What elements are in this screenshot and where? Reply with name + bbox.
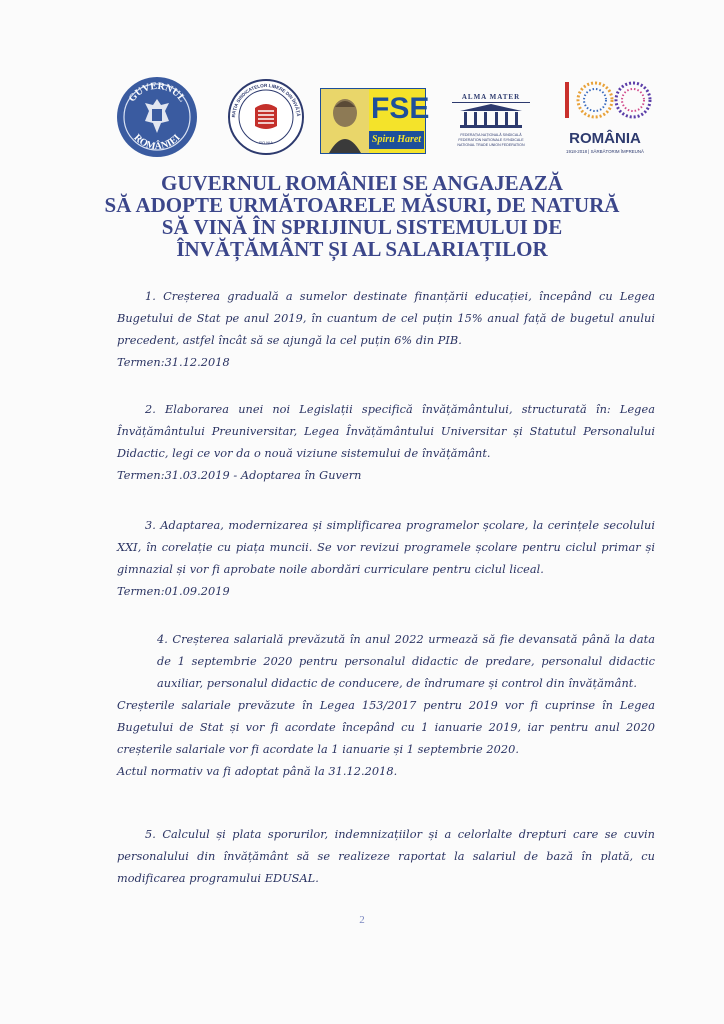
title-line-4: ÎNVĂȚĂMÂNT ȘI AL SALARIAȚILOR	[176, 237, 548, 261]
alma-mater-title: ALMA MATER	[452, 92, 530, 103]
logo-strip	[0, 70, 724, 165]
item-2-text: 2. Elaborarea unei noi Legislații specifică învățământului, structurată în: Legea Învățământului Preuniversitar, Legea Învățământului Universitar și Statutul Personalului Didactic, legi ce vor da o nouă viziune sistemului de învățământ.	[117, 403, 655, 460]
item-1-text: 1. Creșterea graduală a sumelor destinate finanțării educației, începând cu Legea Bugetului de Stat pe anul 2019, în cuantum de cel puțin 15% anual față de bugetul anului precedent, astfel încât să se ajungă la cel puțin 6% din PIB.	[117, 290, 655, 347]
title-line-3: SĂ VINĂ ÎN SPRIJINUL SISTEMULUI DE	[161, 215, 563, 239]
alma-mater-logo	[452, 92, 530, 154]
alma-mater-line-2: FEDERATION NATIONALE SYNDICALE	[458, 138, 524, 142]
alma-mater-line-3: NATIONAL TRADE UNION FEDERATION	[457, 143, 525, 147]
temple-icon	[452, 103, 530, 129]
fse-subtitle: Spiru Haret	[369, 131, 424, 149]
item-1	[117, 286, 655, 374]
portrait-icon	[321, 89, 369, 153]
centenary-icon	[553, 76, 657, 126]
fse-spiru-haret-logo	[320, 88, 430, 154]
alma-mater-line-1: FEDERAȚIA NAȚIONALĂ SINDICALĂ	[460, 133, 522, 137]
item-4-text: 4. Creșterea salarială prevăzută în anul 2022 urmează să fie devansată până la data de 1 septembrie 2020 pentru personalul didactic de predare, personalul didactic auxiliar, personalul didactic de conducere, de îndrumare și control din învățământ.	[157, 633, 655, 690]
romania-subtitle: 1918-2018 | SĂRBĂTORIM ÎMPREUNĂ	[566, 149, 644, 154]
item-3	[117, 515, 655, 603]
guvernul-top-text: GUVERNUL	[126, 80, 188, 105]
romania-100-logo	[553, 76, 657, 160]
item-1-term: Termen:31.12.2018	[117, 356, 230, 369]
page-number: 2	[359, 914, 365, 926]
item-2	[117, 399, 655, 487]
document-title	[60, 172, 664, 260]
item-4	[117, 629, 655, 783]
guvernul-bottom-text: ROMÂNIEI	[131, 132, 183, 153]
item-5	[117, 824, 655, 890]
item-3-term: Termen:01.09.2019	[117, 585, 230, 598]
title-line-2: SĂ ADOPTE URMĂTOARELE MĂSURI, DE NATURĂ	[104, 193, 620, 217]
fse-title: FSE	[371, 92, 430, 125]
item-4-extra: Creșterile salariale prevăzute în Legea 153/2017 pentru 2019 vor fi cuprinse în Legea Bugetului de Stat și vor fi acordate începând cu 1 ianuarie 2019, iar pentru anul 2020 creșterile salariale vor fi acordate la 1 ianuarie și 1 septembrie 2020.	[117, 699, 655, 756]
romania-word: ROMÂNIA	[569, 130, 641, 147]
item-5-text: 5. Calculul și plata sporurilor, indemnizațiilor și a celorlalte drepturi care se cuvin personalului din învățământ să se realizeze raportat la salariul de bază în plată, cu modificarea programului EDUSAL.	[117, 828, 655, 885]
federatia-sindicatelor-logo	[227, 78, 305, 156]
item-3-text: 3. Adaptarea, modernizarea și simplificarea programelor școlare, la cerințele secolului XXI, în corelație cu piața muncii. Se vor revizui programele școlare pentru ciclul primar și gimnazial și vor fi aprobate noile abordări curriculare pentru ciclul liceal.	[117, 519, 655, 576]
item-4-term: Actul normativ va fi adoptat până la 31.12.2018.	[117, 765, 398, 778]
item-2-term: Termen:31.03.2019 - Adoptarea în Guvern	[117, 469, 362, 482]
guvernul-romaniei-logo	[115, 75, 199, 159]
title-line-1: GUVERNUL ROMÂNIEI SE ANGAJEAZĂ	[161, 171, 563, 195]
federatia-year-text: RO NIA	[259, 140, 273, 145]
federatia-ring-text: RAȚIA SINDICATELOR LIBERE DIN ÎNVĂȚĂ	[230, 82, 301, 118]
